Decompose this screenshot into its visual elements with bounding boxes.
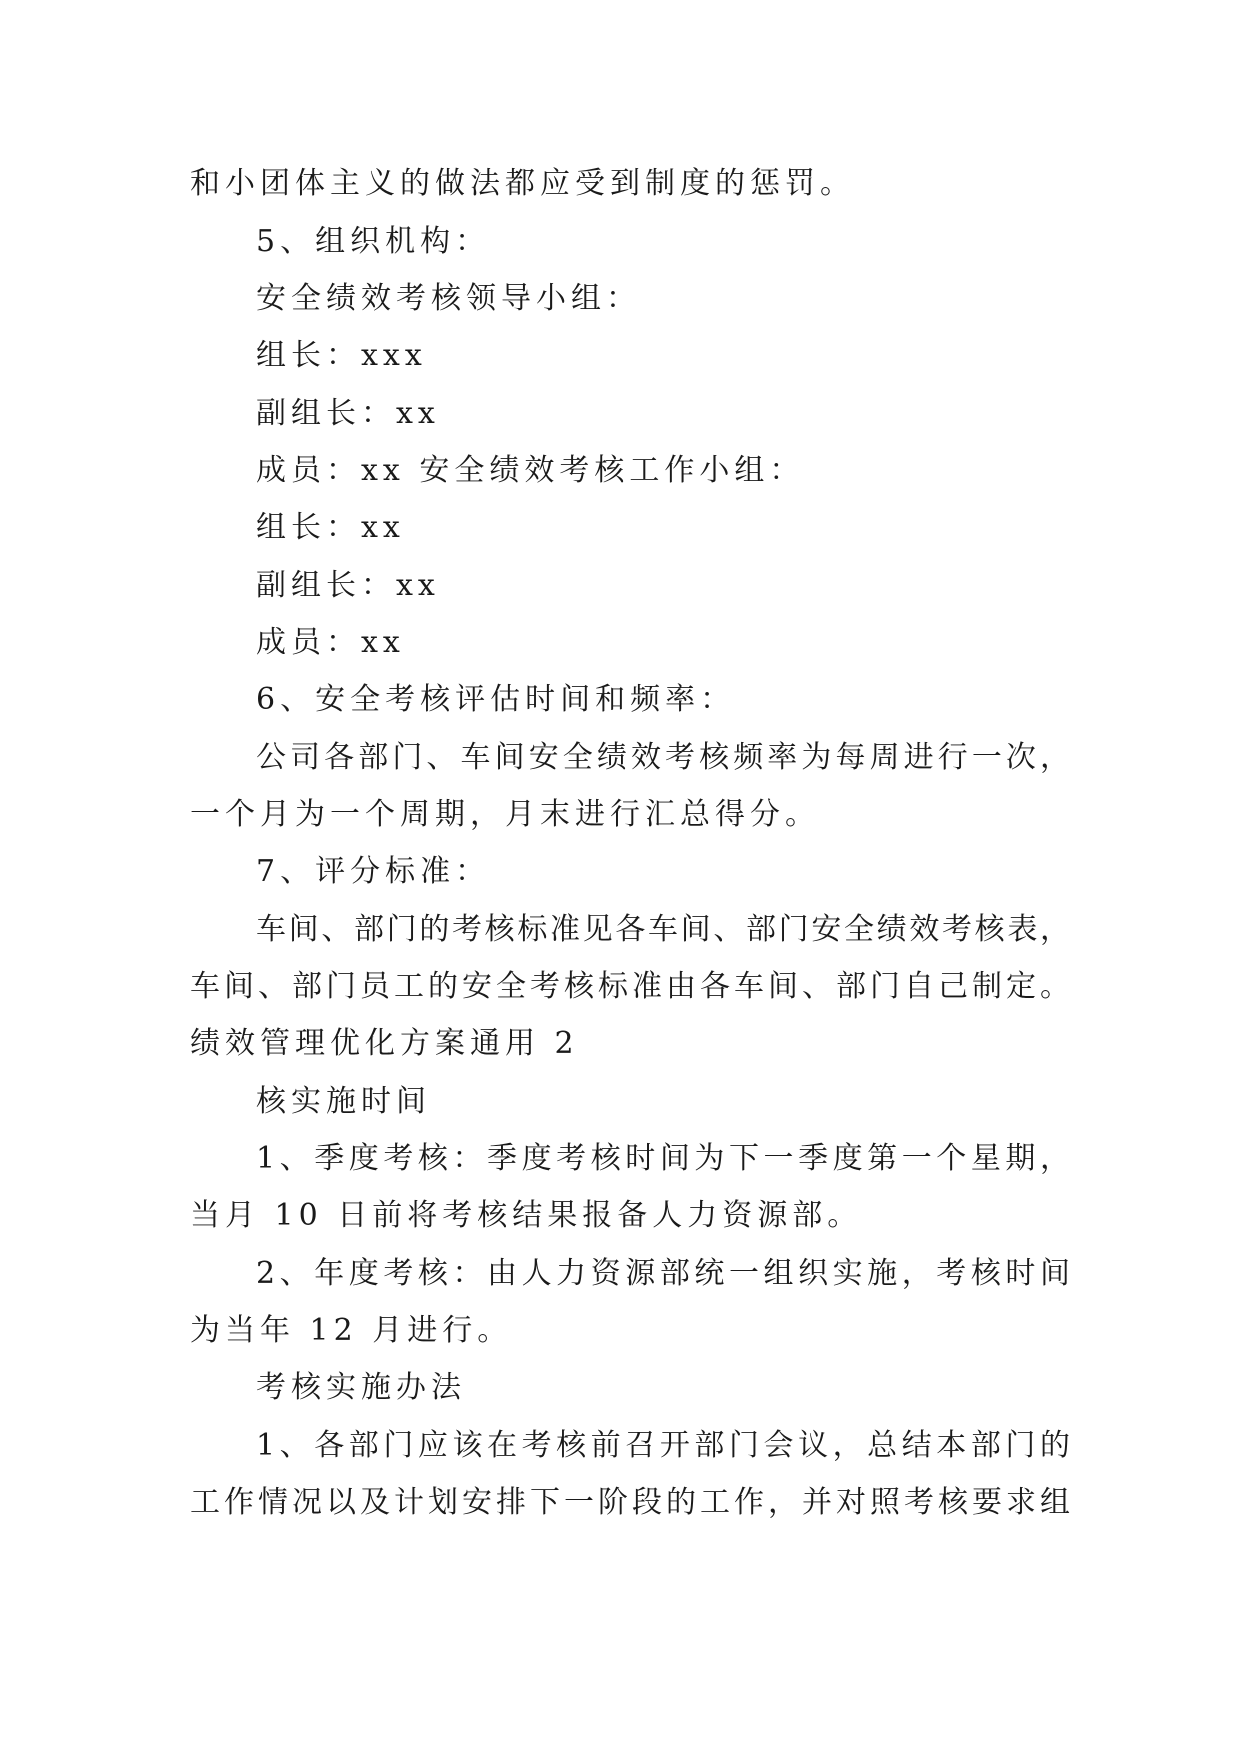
section-heading: 7、评分标准： (256, 854, 491, 889)
paragraph-line: 工作情况以及计划安排下一阶段的工作，并对照考核要求组 (190, 1485, 1070, 1520)
paragraph-line: 成员：xx 安全绩效考核工作小组： (256, 453, 805, 488)
paragraph-line: 车间、部门的考核标准见各车间、部门安全绩效考核表， (256, 912, 1070, 947)
paragraph-line: 2、年度考核：由人力资源部统一组织实施，考核时间 (256, 1256, 1070, 1291)
subheading: 核实施时间 (256, 1084, 431, 1119)
paragraph-line: 当月 10 日前将考核结果报备人力资源部。 (190, 1198, 863, 1233)
paragraph-line: 公司各部门、车间安全绩效考核频率为每周进行一次， (256, 740, 1070, 775)
paragraph-line: 1、季度考核：季度考核时间为下一季度第一个星期， (256, 1141, 1070, 1176)
paragraph-line: 副组长：xx (256, 568, 440, 603)
paragraph-line: 车间、部门员工的安全考核标准由各车间、部门自己制定。 (190, 969, 1070, 1004)
subheading: 安全绩效考核领导小组： (256, 281, 641, 316)
paragraph-line: 组长：xx (256, 510, 405, 545)
paragraph-line: 一个月为一个周期，月末进行汇总得分。 (190, 797, 820, 832)
paragraph-line: 组长：xxx (256, 338, 427, 373)
document-title: 绩效管理优化方案通用 2 (190, 1026, 579, 1061)
subheading: 考核实施办法 (256, 1370, 466, 1405)
paragraph-line: 和小团体主义的做法都应受到制度的惩罚。 (190, 166, 855, 201)
paragraph-line: 成员：xx (256, 625, 405, 660)
paragraph-line: 副组长：xx (256, 396, 440, 431)
section-heading: 6、安全考核评估时间和频率： (256, 682, 736, 717)
section-heading: 5、组织机构： (256, 224, 491, 259)
paragraph-line: 为当年 12 月进行。 (190, 1313, 513, 1348)
paragraph-line: 1、各部门应该在考核前召开部门会议，总结本部门的 (256, 1428, 1070, 1463)
